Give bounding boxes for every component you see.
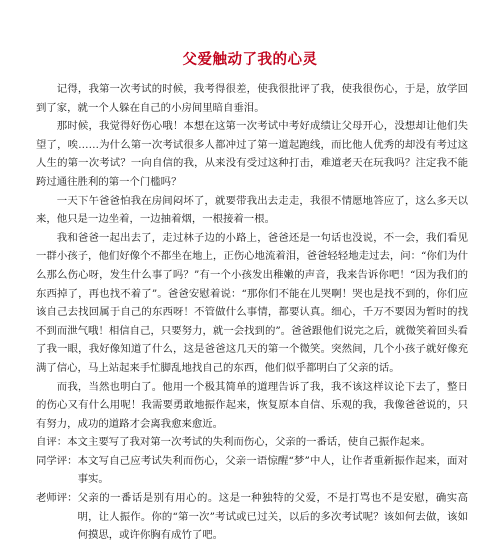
document-body bbox=[36, 80, 468, 545]
comment-text: 本文主要写了我对第一次考试的失利而伤心，父亲的一番话，使自己振作起来。 bbox=[67, 436, 431, 449]
paragraph: 那时候，我觉得好伤心哦！本想在这第一次考试中考好成绩让父母开心，没想却让他们失望了，唉……为什么第一次考试很多人都冲过了第一道起跑线，而比他人优秀的却没有考过这人生的第一次考试？一向自信的我，从来没有受过这种打击，难道老天在玩我吗？注定我不能跨过通往胜利的第一个门槛吗？ bbox=[36, 120, 468, 188]
comment-text: 本文写自己应考试失利而伤心，父亲一语惊醒“梦”中人，让作者重新振作起来，面对事实。 bbox=[77, 454, 468, 486]
comment-text: 父亲的一番话是别有用心的。这是一种独特的父爱，不是打骂也不是安慰，确实高明，让人振作。你的“第一次”考试或已过关，以后的多次考试呢？该如何去做，该如何摸思，或许你胸有成竹了吧。 bbox=[77, 492, 468, 542]
paragraph: 一天下午爸爸怕我在房间闷坏了，就要带我出去走走，我很不情愿地答应了，这么多天以来，他只是一边坐着，一边抽着烟，一根接着一根。 bbox=[36, 194, 468, 226]
document-title: 父爱触动了我的心灵 bbox=[182, 51, 318, 68]
paragraph: 而我，当然也明白了。他用一个极其简单的道理告诉了我，我不该这样议论下去了，整日的伤心又有什么用呢！我需要勇敢地振作起来，恢复原本自信、乐观的我，我像爸爸说的，只有努力，成功的道路才会离我愈来愈近。 bbox=[36, 380, 468, 430]
classmate-comment bbox=[36, 452, 468, 489]
comment-label: 自评： bbox=[36, 436, 68, 449]
comment-label: 同学评： bbox=[36, 454, 78, 467]
paragraph: 我和爸爸一起出去了，走过林子边的小路上，爸爸还是一句话也没说，不一会，我们看见一群小孩子，他们好像个不都坐在地上，正伤心地流着泪，爸爸轻轻地走过去，问：“你们为什么那么伤心呀，发生什么事了吗？”有一个小孩发出稚嫩的声音，我来告诉你吧！“因为我们的东西掉了，再也找不着了”。爸爸安慰着说：“那你们不能在儿哭啊！哭也是找不到的，你们应该自己去找回属于自己的东西呀！不管做什么事情，都要认真。细心，千万不要因为暂时的找不到而泄气哦！相信自己，只要努力，就一会找到的”。爸爸跟他们说完之后，就微笑着回头看了我一眼，我好像知道了什么，这是爸爸这几天的第一个微笑。突然间，几个小孩子就好像充满了信心，马上站起来手忙脚乱地找自己的东西，他们似乎都明白了父亲的话。 bbox=[36, 231, 468, 374]
comment-label: 老师评： bbox=[36, 492, 78, 505]
self-comment bbox=[36, 433, 468, 452]
teacher-comment bbox=[36, 489, 468, 545]
paragraph: 记得，我第一次考试的时候，我考得很差，使我很批评了我，使我很伤心，于是，放学回到了家，就一个人躲在自己的小房间里暗自垂泪。 bbox=[36, 83, 468, 114]
